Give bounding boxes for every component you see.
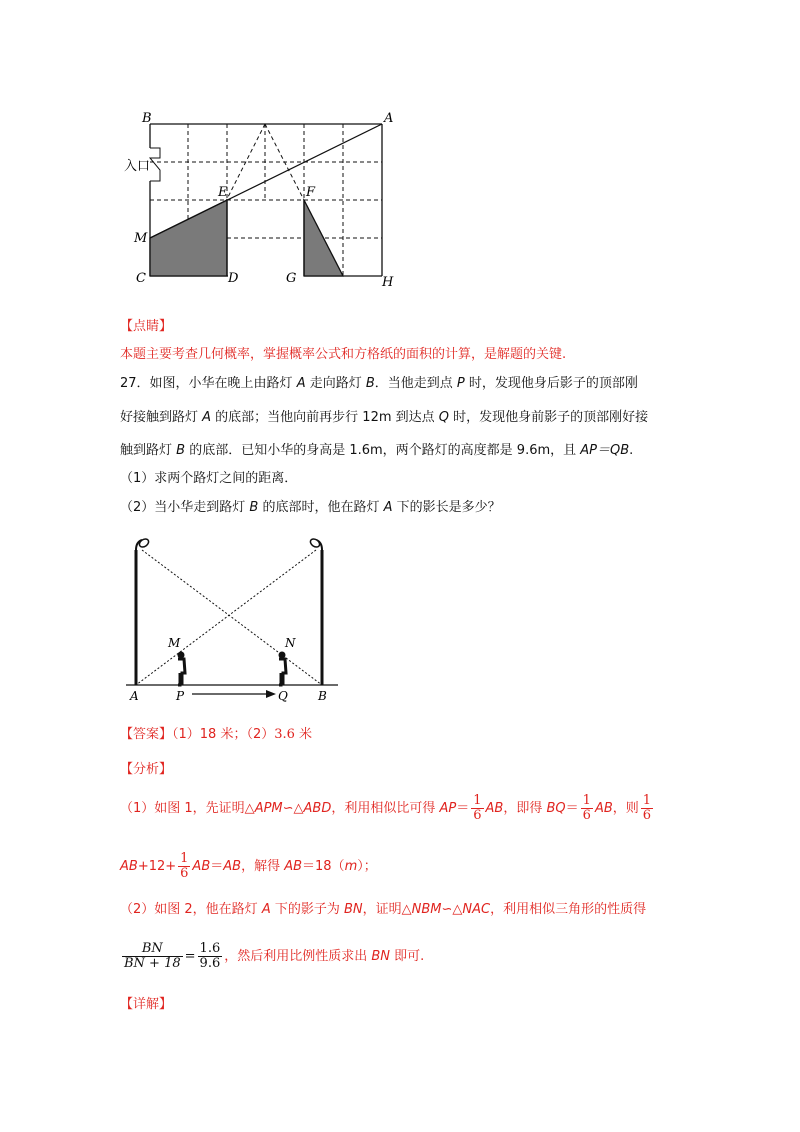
label-M: M bbox=[134, 231, 148, 246]
dianjing-heading: 【点睛】 bbox=[120, 319, 173, 334]
label-F: F bbox=[306, 185, 316, 200]
question-2: （2）当小华走到路灯 B 的底部时，他在路灯 A 下的影长是多少？ bbox=[120, 500, 501, 515]
label-C: C bbox=[136, 271, 146, 286]
label-H: H bbox=[382, 275, 394, 290]
label-B: B bbox=[142, 111, 152, 126]
analysis-line-3: （2）如图 2，他在路灯 A 下的影子为 BN，证明△NBM∽△NAC，利用相似三角形的性质得 bbox=[120, 902, 647, 917]
label-A: A bbox=[130, 689, 139, 703]
label-N: N bbox=[285, 636, 296, 650]
streetlamp-diagram bbox=[120, 528, 350, 718]
analysis-line-2: AB+12+ $\frac{1}{6}$ AB＝AB，解得 AB＝18（m）； bbox=[120, 851, 377, 881]
label-E: E bbox=[218, 185, 228, 200]
analysis-line-1: （1）如图 1，先证明△APM∽△ABD，利用相似比可得 AP＝ $\frac{1}{6}$ AB，即得 BQ＝ $\frac{1}{6}$ AB，则 $\frac{1}{6}$ bbox=[120, 793, 652, 823]
label-P: P bbox=[176, 689, 185, 703]
fraction-height-ratio: $\frac{1.6}{9.6}$ bbox=[199, 941, 221, 971]
dianjing-text: 本题主要考查几何概率，掌握概率公式和方格纸的面积的计算，是解题的关键. bbox=[120, 347, 567, 362]
label-entrance: 入口 bbox=[124, 159, 151, 174]
fraction-one-sixth: $\frac{1}{6}$ bbox=[473, 793, 482, 823]
label-A: A bbox=[384, 111, 394, 126]
problem-line-2: 好接触到路灯 A 的底部；当他向前再步行 12m 到达点 Q 时，发现他身前影子的顶部刚好接 bbox=[120, 410, 649, 425]
fraction-one-sixth: $\frac{1}{6}$ bbox=[582, 793, 591, 823]
analysis-heading: 【分析】 bbox=[120, 762, 173, 777]
analysis-line-4: $\frac{BN}{BN + 18}$ = $\frac{1.6}{9.6}$ ，然后利用比例性质求出 BN 即可. bbox=[124, 941, 425, 971]
grid-diagram bbox=[120, 100, 410, 300]
label-G: G bbox=[286, 271, 297, 286]
detail-heading: 【详解】 bbox=[120, 997, 173, 1012]
fraction-one-sixth: $\frac{1}{6}$ bbox=[180, 851, 189, 881]
label-Q: Q bbox=[278, 689, 288, 703]
label-D: D bbox=[228, 271, 239, 286]
answer-heading: 【答案】 bbox=[120, 727, 173, 742]
label-B: B bbox=[318, 689, 327, 703]
answer-line: 【答案】（1）18 米；（2）3.6 米 bbox=[120, 727, 313, 742]
problem-line-1: 27．如图，小华在晚上由路灯 A 走向路灯 B．当他走到点 P 时，发现他身后影子的顶部刚 bbox=[120, 376, 638, 391]
fraction-bn-over-bn18: $\frac{BN}{BN + 18}$ bbox=[124, 941, 181, 971]
label-M: M bbox=[168, 636, 181, 650]
problem-line-3: 触到路灯 B 的底部．已知小华的身高是 1.6m，两个路灯的高度都是 9.6m，且 AP＝QB. bbox=[120, 443, 634, 458]
fraction-one-sixth: $\frac{1}{6}$ bbox=[642, 793, 652, 823]
question-1: （1）求两个路灯之间的距离． bbox=[120, 471, 298, 486]
